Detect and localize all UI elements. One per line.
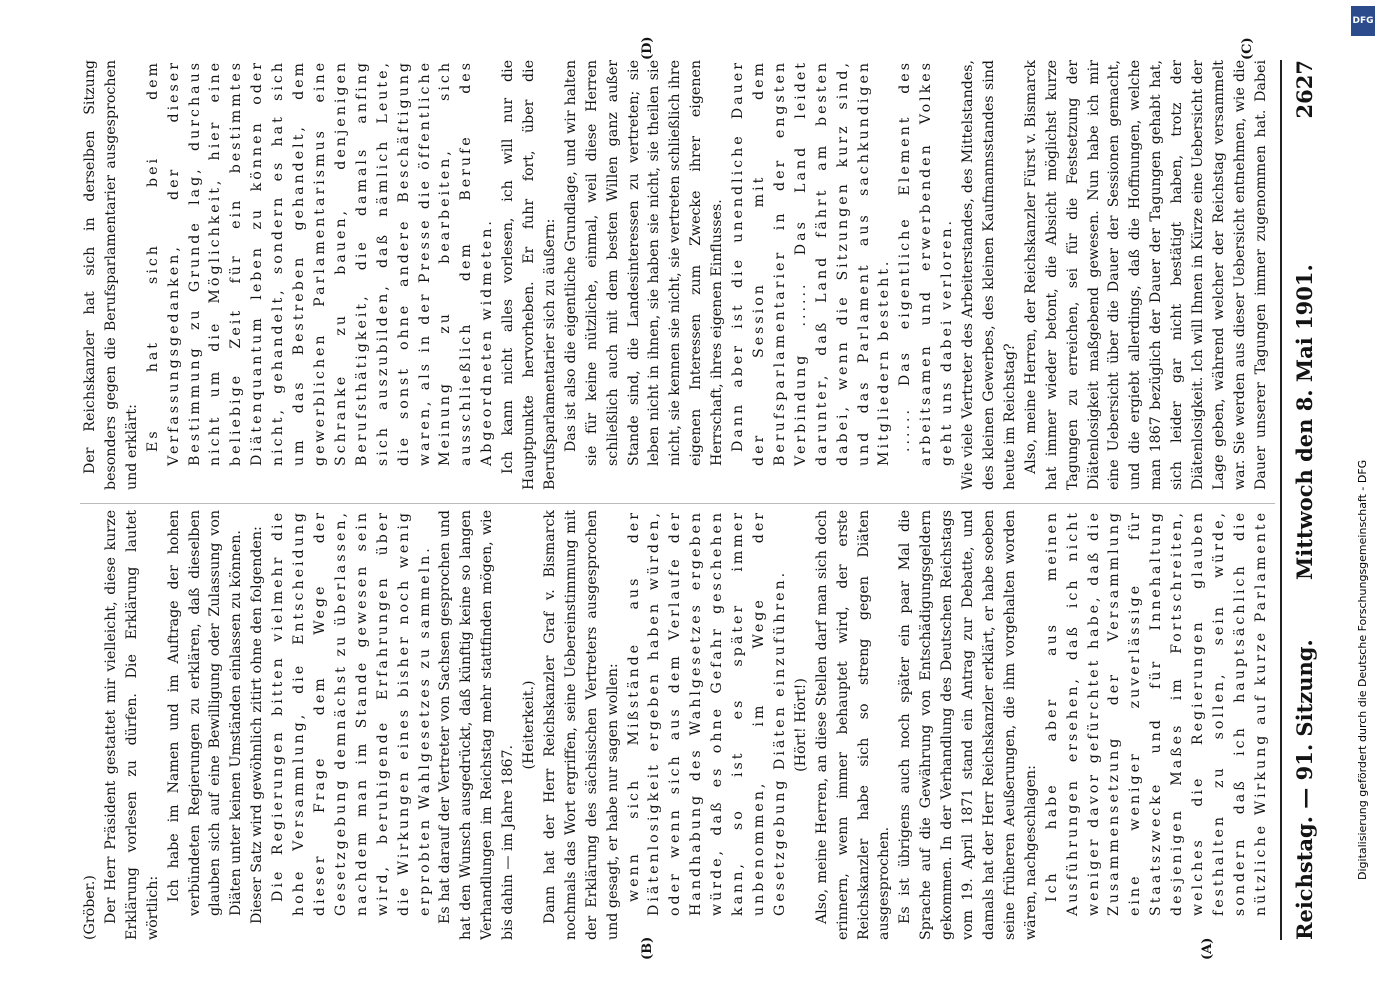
dfg-logo-icon: DFG — [1351, 6, 1375, 36]
right-column — [80, 60, 1275, 490]
paragraph: Es hat darauf der Vertreter von Sachsen gesprochen und hat den Wunsch ausgedrückt, daß künftig keine so langen Verhandlungen im Reichstag mehr stattfinden mögen, wie bis dahin — im Jahre 1867. — [437, 510, 517, 940]
interjection: (Hört! Hört!) — [792, 678, 809, 772]
speaker-label: (Gröber.) — [82, 875, 98, 940]
paragraph: Dann hat der Herr Reichskanzler Graf v. Bismarck nochmals das Wort ergriffen, seine Uebereinstimmung mit der Erklärung des sächsischen Vertreters ausgesprochen und gesagt, er habe nur sagen wollen: — [541, 510, 621, 940]
paragraph: Ich kann nicht alles vorlesen, ich will nur die Hauptpunkte hervorheben. Er fuhr fort, über die Berufsparlamentarier sich zu äußern: — [500, 60, 558, 490]
left-column — [80, 510, 1275, 940]
paragraph: Es ist übrigens auch noch später ein paar Mal die Sprache auf die Gewährung von Entschädigungsgeldern gekommen. In der Verhandlung des Deutschen Reichstags vom 19. April 1871 stand ein Antrag zur Debatte, und damals hat der Herr Reichskanzler erklärt, er habe soeben seine früheren Aeußerungen, die ihm vorgehalten worden wären, nachgeschlagen: — [897, 510, 1039, 940]
quote: Ich habe im Namen und im Auftrage der hohen verbündeten Regierungen zu erklären, daß dieselben glauben sich auf eine Bewilligung oder Zulassung von Diäten unter keinen Umständen einlassen zu können. — [165, 510, 245, 916]
quote: Ich habe aber aus meinen Ausführungen ersehen, daß ich nicht weniger davor gefürchtet habe, daß die Zusammensetzung der Versammlung eine weniger zuverlässige für Staatszwecke und für Innehaltung desjenigen Maßes im Fortschreiten, welches die Regierungen glauben festhalten zu sollen, sein würde, sondern daß ich hauptsächlich die nützliche Wirkung auf kurze Parlamente — [1043, 510, 1269, 916]
page-number: 2627 — [1292, 60, 1317, 119]
quote: wenn sich Mißstände aus der Diätenlosigkeit ergeben haben würden, oder wenn sich aus dem Verlaufe der Handhabung des Wahlgesetzes ergeben würde, daß es ohne Gefahr geschehen kann, so ist es später immer unbenommen, im Wege der Gesetzgebung Diäten einzuführen. — [625, 510, 788, 916]
margin-marker-a: (A) — [1200, 937, 1215, 960]
header-rule — [1280, 60, 1282, 940]
paragraph: Dieser Satz wird gewöhnlich zitirt ohne den folgenden: — [249, 526, 266, 924]
header-date: Mittwoch den 8. Mai 1901. — [1292, 264, 1317, 580]
header-left: Reichstag. — 91. Sitzung. — [1292, 639, 1317, 940]
quote: Dann aber ist die unendliche Dauer der Session mit dem Berufsparlamentarier in der engsten Verbindung ...... Das Land leidet darunter, daß Land fährt am besten dabei, wenn die Sitzungen kurz sind, und das Parlament aus sachkundigen Mitgliedern besteht. — [730, 60, 893, 466]
paragraph: Der Herr Präsident gestattet mir vielleicht, diese kurze Erklärung vorlesen zu dürfen. Die Erklärung lautet wörtlich: — [102, 510, 161, 940]
digitization-credit — [1343, 0, 1383, 1000]
column-divider — [80, 503, 1275, 504]
quote: Es hat sich bei dem Verfassungsgedanken, der dieser Bestimmung zu Grunde lag, durchaus nicht um die Möglichkeit, hier eine beliebige Zeit für ein bestimmtes Diätenquantum leben zu können oder nicht, gehandelt, sondern es hat sich um das Bestreben gehandelt, dem gewerblichen Parlamentarismus eine Schranke zu bauen, denjenigen Berufsthätigkeit, die damals anfing sich auszubilden, daß nämlich Leute, die sonst ohne andere Beschäftigung waren, als in der Presse die öffentliche Meinung zu bearbeiten, sich ausschließlich dem Berufe des Abgeordneten widmeten. — [144, 60, 496, 466]
credit-text: Digitalisierung gefördert durch die Deutsche Forschungsgemeinschaft - DFG — [1356, 459, 1369, 880]
margin-marker-b: (B) — [640, 936, 655, 960]
margin-marker-c: (C) — [1240, 37, 1255, 60]
paragraph: Also, meine Herren, an diese Stellen darf man sich doch erinnern, wenn immer behauptet wird, der erste Reichskanzler habe sich so streng gegen Diäten ausgesprochen. — [813, 510, 893, 940]
quote: ...... Das eigentliche Element des arbeitsamen und erwerbenden Volkes geht uns dabei verloren. — [897, 60, 956, 466]
quote: Die Regierungen bitten vielmehr die hohe Versammlung, die Entscheidung dieser Frage dem Wege der Gesetzgebung demnächst zu überlassen, nachdem man im Stande gewesen sein wird, beruhigende Erfahrungen über die Wirkungen eines bisher noch wenig erprobten Wahlgesetzes zu sammeln. — [270, 510, 433, 916]
interjection: (Heiterkeit.) — [521, 680, 538, 770]
paragraph: Der Reichskanzler hat sich in derselben Sitzung besonders gegen die Berufsparlamentarier ausgesprochen und erklärt: — [82, 60, 140, 490]
page-header — [1286, 60, 1326, 940]
paragraph: Also, meine Herren, der Reichskanzler Fürst v. Bismarck hat immer wieder betont, die Absicht möglichst kurze Tagungen zu erreichen, sei für die Festsetzung der Diätenlosigkeit maßgebend gewesen. Nun habe ich mir eine Uebersicht über die Dauer der Sessionen gemacht, und die ergiebt allerdings, daß die Hoffnungen, welche man 1867 bezüglich der Dauer der Tagungen gehabt hat, sich leider gar nicht bestätigt haben, trotz der Diätenlosigkeit. Ich will Ihnen in Kürze eine Uebersicht der Lage geben, während welcher der Reichstag versammelt war. Sie werden aus dieser Uebersicht entnehmen, wie die Dauer unserer Tagungen immer zugenommen hat. Dabei — [1022, 60, 1269, 490]
quote: Das ist also die eigentliche Grundlage, und wir halten sie für keine nützliche, einmal, weil diese Herren schließlich auch mit dem besten Willen ganz außer Stande sind, die Landesinteressen zu vertreten; sie leben nicht in ihnen, sie haben sie nicht, sie theilen sie nicht, sie kennen sie nicht, sie vertreten schließlich ihre eigenen Interessen zum Zwecke ihrer eigenen Herrschaft, ihres eigenen Einflusses. — [562, 60, 726, 466]
paragraph: Wie viele Vertreter des Arbeiterstandes, des Mittelstandes, des kleinen Gewerbes, des kleinen Kaufmannsstandes sind heute im Reichstag? — [960, 60, 1018, 490]
margin-marker-d: (D) — [640, 36, 655, 60]
